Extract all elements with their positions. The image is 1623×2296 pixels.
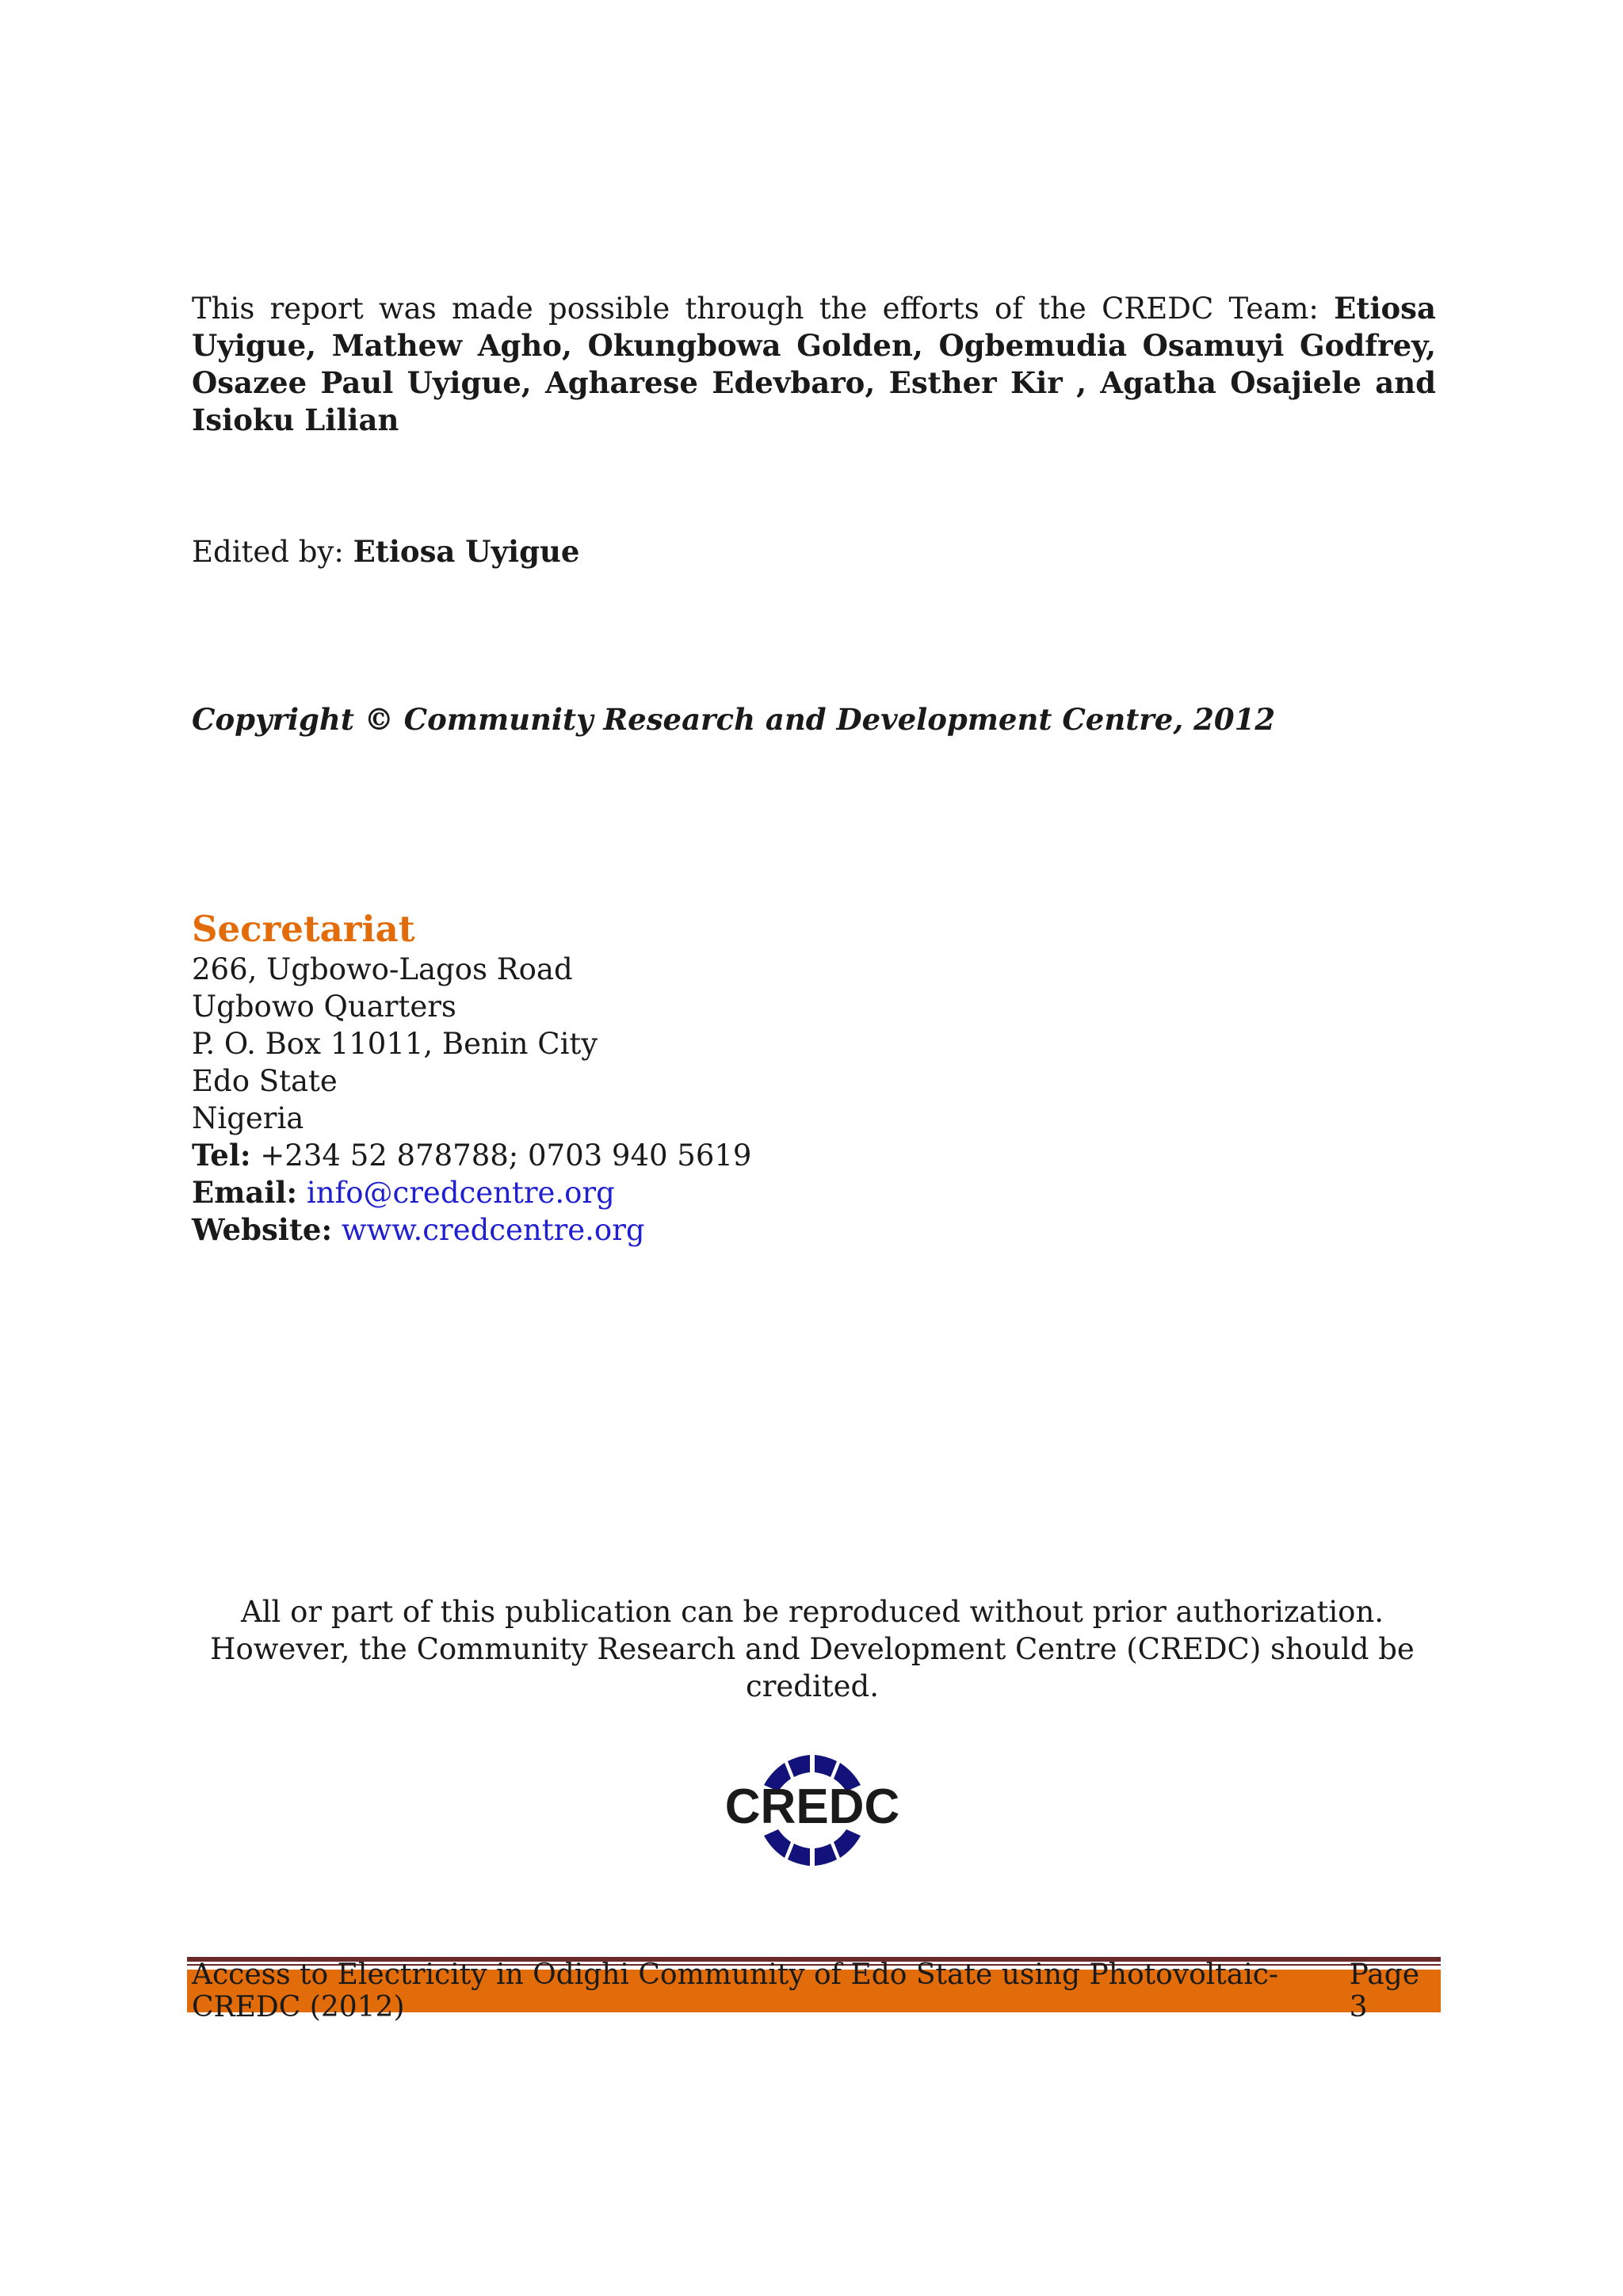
logo-arc-segment (815, 1844, 837, 1866)
logo-arc-segment (815, 1755, 837, 1777)
logo-arc-segment (788, 1844, 810, 1866)
email-label: Email: (192, 1175, 298, 1210)
address-line: Nigeria (192, 1101, 304, 1135)
secretariat-block (192, 908, 1143, 1249)
edited-by-line (192, 533, 579, 570)
footer-title: Access to Electricity in Odighi Community of Edo State using Photovoltaic-CREDC (2012) (192, 1958, 1279, 2023)
secretariat-heading: Secretariat (192, 908, 415, 950)
copyright-notice: Copyright © Community Research and Development Centre, 2012 (192, 702, 1276, 737)
website-link[interactable]: www.credcentre.org (341, 1213, 645, 1247)
footer-page-number: Page 3 (1349, 1958, 1420, 2023)
credits-team-names: Etiosa Uyigue, Mathew Agho, Okungbowa Golden, Ogbemudia Osamuyi Godfrey, Osazee Paul Uyigue, Agharese Edevbaro, Esther Kir , Agatha Osajiele and Isioku Lilian (192, 291, 1436, 437)
credc-logo (721, 1747, 903, 1874)
edited-by-label: Edited by: (192, 535, 353, 569)
credc-logo-graphic (721, 1747, 903, 1874)
credits-intro: This report was made possible through the efforts of the CREDC Team: (192, 292, 1335, 326)
tel-value: +234 52 878788; 0703 940 5619 (250, 1138, 752, 1173)
reproduction-notice: All or part of this publication can be reproduced without prior authorization. However, the Community Research and Development Centre (CREDC) should be credited. (210, 1595, 1415, 1703)
address-line: 266, Ugbowo-Lagos Road (192, 952, 573, 986)
address-line: Ugbowo Quarters (192, 990, 456, 1024)
credits-paragraph (192, 290, 1436, 439)
address-line: P. O. Box 11011, Benin City (192, 1027, 598, 1061)
tel-label: Tel: (192, 1138, 251, 1173)
logo-wordmark: CREDC (724, 1779, 900, 1834)
logo-arc-segment (788, 1755, 810, 1777)
email-link[interactable]: info@credcentre.org (306, 1176, 615, 1210)
address-line: Edo State (192, 1064, 338, 1098)
tel-line (192, 1137, 1143, 1174)
website-label: Website: (192, 1212, 333, 1247)
page-footer (187, 1958, 1441, 2023)
email-line (192, 1174, 1143, 1211)
editor-name: Etiosa Uyigue (353, 534, 580, 569)
website-line (192, 1211, 1143, 1249)
